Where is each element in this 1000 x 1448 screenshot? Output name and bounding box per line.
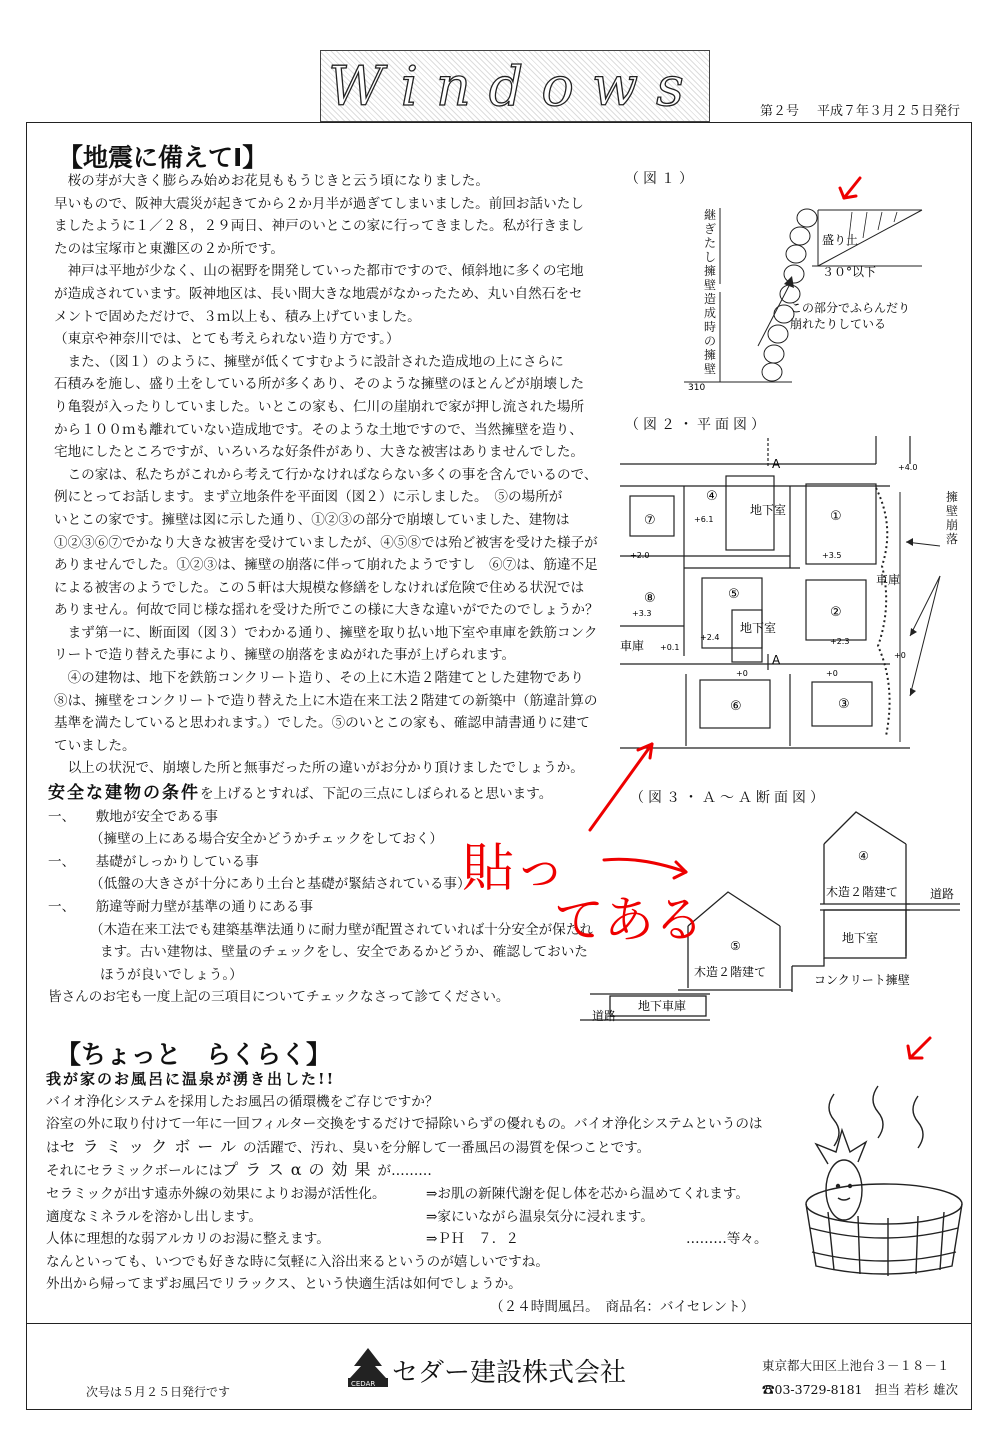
article1-line: ①②③⑥⑦でかなり大きな被害を受けていましたが、④⑤⑧では殆ど被害を受けた様子が <box>54 534 598 551</box>
fig2-lot-8: ⑧ <box>644 591 656 606</box>
fig2-lot-2: ② <box>830 605 842 620</box>
fig2-level-2: +3.5 <box>822 551 842 560</box>
effect-row-3: 人体に理想的な弱アルカリのお湯に整えます。 ⇒ＰＨ ７．２ ………等々。 <box>46 1231 768 1248</box>
article1-line: り亀裂が入ったりしていました。いとこの家も、仁川の崖崩れで家が押し流された場所 <box>54 398 585 415</box>
fig2-level-9: +0 <box>826 669 838 678</box>
article2-body <box>46 1068 766 1319</box>
article1-line: から１００ｍも離れていない造成地です。そのような土地ですので、当然擁壁を造り、 <box>54 421 583 438</box>
conditions-intro-bold: 安全な建物の条件 <box>48 783 200 803</box>
fig2-lot-1: ① <box>830 509 842 524</box>
fig3-house5-label: 木造２階建て <box>694 965 767 979</box>
condition-1-note: （擁壁の上にある場合安全かどうかチェックをしておく） <box>90 831 444 848</box>
fig2-lot-4: ④ <box>706 489 718 504</box>
company-name: セダー建設株式会社 <box>392 1358 627 1388</box>
fig2-marker-bottom: A <box>772 653 781 667</box>
fig3-basement: 地下室 <box>842 931 879 945</box>
fig1-note1: この部分でふらんだり <box>790 301 911 315</box>
article2-subheading: 我が家のお風呂に温泉が湧き出した!! <box>46 1070 336 1088</box>
fig2-level-1: +6.1 <box>694 515 714 524</box>
issue-date: 平成７年３月２５日発行 <box>816 104 960 119</box>
article2-line-5: なんといっても、いつでも好きな時に気軽に入浴出来るというのが嬉しいですね。 <box>46 1253 549 1270</box>
fig3-house5: ⑤ <box>730 939 741 953</box>
condition-3: 一、 筋違等耐力壁が基準の通りにある事 <box>48 898 314 915</box>
article1-line: まず第一に、断面図（図３）でわかる通り、擁壁を取り払い地下室や車庫を鉄筋コンク <box>54 624 598 641</box>
article1-line: ありませんでした。①②③は、擁壁の崩落に伴って崩れたようですし ⑥⑦は、筋違不足 <box>54 557 598 574</box>
fig3-road-upper: 道路 <box>930 887 955 901</box>
fig2-wall-collapse-label: 擁壁崩落 <box>946 490 959 546</box>
fig1-vertical-label-1: 継ぎたし擁壁 <box>704 208 717 292</box>
company-address: 東京都大田区上池台３－１８－１ <box>762 1358 950 1373</box>
article2-line-2: 浴室の外に取り付けて一年に一回フィルター交換をするだけで掃除いらずの優れもの。バイオ浄化システムというのは <box>46 1116 763 1133</box>
article1-line: ⑧は、擁壁をコンクリートで造り替えた上に木造在来工法２階建ての新築中（筋違計算の <box>54 692 598 709</box>
article1-line: が造成されています。阪神地区は、長い間大きな地震がなかったため、丸い自然石をセ <box>54 285 583 302</box>
fig2-level-3: +3.3 <box>632 609 652 618</box>
article2-line-4: それにセラミックボールにはプラスαの効果が……… <box>46 1160 432 1180</box>
condition-2-note: （低盤の大きさが十分にあり土台と基礎が緊結されている事） <box>90 876 471 893</box>
cedar-logo-text: CEDAR <box>351 1380 376 1388</box>
issue-info <box>742 100 960 119</box>
article1-line: ましたように１／２８，２９両日、神戸のいとこの家に行ってきました。私が行きまし <box>54 218 585 235</box>
fig1-caption: （図１） <box>625 171 697 187</box>
article1-line: 基準を満たしていると思われます。）でした。⑤のいとこの家も、確認申請書通りに建て <box>54 715 590 732</box>
fig2-basement-label-2: 地下室 <box>740 621 777 635</box>
fig2-level-7: +0 <box>894 651 906 660</box>
article1-line: 以上の状況で、崩壊した所と無事だった所の違いがお分かり頂けましたでしょうか。 <box>54 760 584 777</box>
fig3-caption: （図３・Ａ～Ａ断面図） <box>630 790 828 806</box>
effect-row-1: セラミックが出す遠赤外線の効果によりお湯が活性化。 ⇒お肌の新陳代謝を促し体を芯から温めてくれます。 <box>46 1185 749 1202</box>
fig2-garage-label-2: 車庫 <box>620 639 645 653</box>
article1-line: また、（図１）のように、擁壁が低くてすむように設計された造成地の上にさらに <box>54 353 564 370</box>
condition-3-note-cont2: ほうが良いでしょう。） <box>100 966 243 983</box>
article2-line-1: バイオ浄化システムを採用したお風呂の循環機をご存じですか？ <box>46 1093 439 1110</box>
hot-spring-bath-illustration <box>768 1084 968 1280</box>
fig2-basement-label: 地下室 <box>750 503 787 517</box>
article1-line: ありません。何故で同じ様な揺れを受けた所でこの様に大きな違いがでたのでしょうか？ <box>54 602 599 619</box>
article1-heading: 【地震に備えてⅠ】 <box>58 143 268 172</box>
article1-line: 石積みを施し、盛り土をしている所が多くあり、そのような擁壁のほとんどが崩壊した <box>54 376 585 393</box>
fig2-level-8: +0 <box>736 669 748 678</box>
red-annotation-arrows <box>560 170 980 1090</box>
masthead-title: Windows <box>328 55 702 118</box>
company-address-block <box>762 1354 958 1402</box>
article1-line: 神戸は平地が少なく、山の裾野を開発していった都市ですので、傾斜地に多くの宅地 <box>54 263 584 280</box>
fig2-garage-label: 車庫 <box>876 573 901 587</box>
cedar-tree-logo-icon <box>348 1346 388 1388</box>
fig1-num: 310 <box>688 383 706 392</box>
condition-3-note-cont1: ます。古い建物は、壁量のチェックをし、安全であるかどうか、確認しておいた <box>100 944 588 961</box>
fig2-level-5: +2.3 <box>830 637 850 646</box>
article1-line: 例にとってお話します。まず立地条件を平面図（図２）に示しました。 ⑤の場所が <box>54 489 563 506</box>
fig1-vertical-label-2: 造成時の擁壁 <box>704 292 717 376</box>
issue-number: 第２号 <box>759 104 799 119</box>
fig2-level-4: +2.4 <box>700 633 720 642</box>
article1-line: 桜の芽が大きく膨らみ始めお花見ももうじきと云う頃になりました。 <box>54 173 489 189</box>
fig2-lot-3: ③ <box>838 697 850 712</box>
fig2-marker-top: A <box>772 457 781 471</box>
fig3-house4-label: 木造２階建て <box>826 885 899 899</box>
fig2-level-6: +0.1 <box>660 643 680 652</box>
article1-line: 早いもので、阪神大震災が起きてから２か月半が過ぎてしまいました。前回お話いたし <box>54 195 584 212</box>
article1-line: いとこの家です。擁壁は図に示した通り、①②③の部分で崩壊していました、建物は <box>54 511 570 528</box>
fig2-lot-7: ⑦ <box>644 513 656 528</box>
fig2-lot-5: ⑤ <box>728 587 740 602</box>
conditions-intro <box>48 782 608 806</box>
article2-line-3: はセラミックボールの活躍で、汚れ、臭いを分解して一番風呂の湯質を保つことです。 <box>46 1136 651 1156</box>
fig3-road-lower: 道路 <box>592 1009 617 1023</box>
annotation-text-1: 貼っ <box>462 839 567 899</box>
fig2-level-10: +2.0 <box>630 551 650 560</box>
fig1-angle: ３０°以下 <box>822 265 877 279</box>
condition-2: 一、 基礎がしっかりしている事 <box>48 853 259 870</box>
conditions-intro-rest: を上げるとすれば、下記の三点にしぼられると思います。 <box>200 786 553 802</box>
fig1-note2: 崩れたりしている <box>790 317 887 331</box>
article2-line-6: 外出から帰ってまずお風呂でリラックス、という快適生活は如何でしょうか。 <box>46 1276 522 1293</box>
fig2-caption: （図２・平面図） <box>625 417 769 433</box>
article1-line: （東京や神奈川では、とても考えられない造り方です。） <box>54 331 400 348</box>
article2-heading: 【ちょっと らくらく】 <box>56 1040 332 1069</box>
fig2-lot-6: ⑥ <box>730 699 742 714</box>
article1-line: 宅地にしたところですが、いろいろな好条件があり、大きな被害はありませんでした。 <box>54 444 585 461</box>
fig1-morido: 盛り土 <box>822 233 859 247</box>
effect-row-2: 適度なミネラルを溶かし出します。 ⇒家にいながら温泉気分に浸れます。 <box>46 1208 654 1225</box>
article1-line: ④の建物は、地下を鉄筋コンクリート造り、その上に木造２階建てとした建物であり <box>54 670 584 687</box>
condition-1: 一、 敷地が安全である事 <box>48 808 218 825</box>
article1-line: この家は、私たちがこれから考えて行かなければならない多くの事を含んでいるので、 <box>54 466 598 483</box>
footer-divider <box>26 1323 972 1324</box>
fig2-level-0: +4.0 <box>898 463 918 472</box>
article1-body <box>54 170 624 780</box>
fig3-house4: ④ <box>858 849 869 863</box>
conditions-closing: 皆さんのお宅も一度上記の三項目についてチェックなさって診てください。 <box>48 989 510 1006</box>
company-contact: ☎03-3729-8181 担当 若杉 雄次 <box>762 1382 958 1397</box>
condition-3-note: （木造在来工法でも建築基準法通りに耐力壁が配置されていれば十分安全が保たれ <box>90 921 593 938</box>
article1-line: による被害のようでした。この５軒は大規模な修繕をしなければ危険で住める状況では <box>54 579 585 596</box>
article1-line: たのは宝塚市と東灘区の２か所です。 <box>54 240 285 257</box>
article1-line: ていました。 <box>54 737 136 754</box>
fig3-retaining-wall: コンクリート擁壁 <box>814 973 910 987</box>
article1-line: メントで固めただけで、３ｍ以上も、積み上げていました。 <box>54 308 421 325</box>
annotation-text-2: てある <box>554 891 704 949</box>
fig3-underground-garage: 地下車庫 <box>638 999 687 1013</box>
product-name: （２４時間風呂。 商品名：バイセレント） <box>490 1298 755 1315</box>
next-issue-note: 次号は５月２５日発行です <box>86 1385 231 1399</box>
masthead-banner <box>320 50 710 122</box>
article1-line: リートで造り替えた事により、擁壁の崩落をまぬがれた事が上げられます。 <box>54 647 516 664</box>
